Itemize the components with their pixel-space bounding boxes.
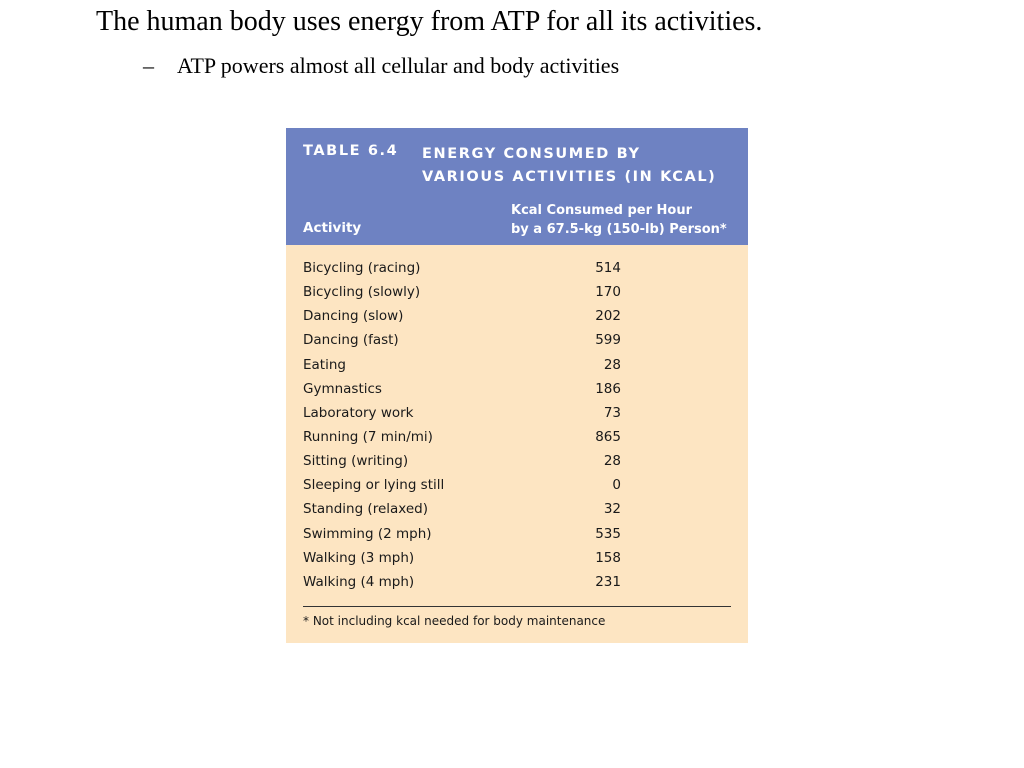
table-header xyxy=(286,128,748,245)
table-row xyxy=(286,548,748,572)
kcal-cell: 28 xyxy=(603,356,621,373)
kcal-cell: 865 xyxy=(595,428,621,445)
kcal-cell: 0 xyxy=(612,477,621,494)
bullet-point xyxy=(143,53,619,79)
kcal-cell: 73 xyxy=(603,404,621,421)
table-caption-line2: VARIOUS ACTIVITIES (IN KCAL) xyxy=(422,169,717,185)
kcal-cell: 535 xyxy=(595,525,621,542)
table-row xyxy=(286,451,748,475)
activity-cell: Laboratory work xyxy=(303,404,414,421)
column-header-kcal xyxy=(511,201,727,239)
table-row xyxy=(286,379,748,403)
kcal-cell: 158 xyxy=(595,549,621,566)
table-row xyxy=(286,306,748,330)
energy-table xyxy=(286,128,748,643)
table-row xyxy=(286,427,748,451)
activity-cell: Dancing (slow) xyxy=(303,308,404,325)
table-divider xyxy=(303,606,731,607)
table-number: TABLE 6.4 xyxy=(303,143,399,159)
kcal-cell: 32 xyxy=(603,501,621,518)
table-row xyxy=(286,258,748,282)
bullet-dash: – xyxy=(143,53,154,78)
activity-cell: Walking (3 mph) xyxy=(303,549,415,566)
activity-cell: Dancing (fast) xyxy=(303,332,399,349)
kcal-cell: 186 xyxy=(595,380,621,397)
kcal-cell: 231 xyxy=(595,573,621,590)
activity-cell: Gymnastics xyxy=(303,380,382,397)
activity-cell: Walking (4 mph) xyxy=(303,573,415,590)
table-caption xyxy=(422,143,716,189)
table-row xyxy=(286,282,748,306)
table-body xyxy=(286,258,748,596)
activity-cell: Bicycling (racing) xyxy=(303,260,421,276)
bullet-text: ATP powers almost all cellular and body activities xyxy=(177,53,620,78)
activity-cell: Swimming (2 mph) xyxy=(303,525,432,542)
kcal-cell: 28 xyxy=(603,453,621,470)
table-row xyxy=(286,524,748,548)
activity-cell: Standing (relaxed) xyxy=(303,501,428,518)
kcal-cell: 599 xyxy=(595,332,621,349)
kcal-cell: 202 xyxy=(595,308,621,325)
table-caption-line1: ENERGY CONSUMED BY xyxy=(422,146,641,162)
column-header-activity: Activity xyxy=(303,220,362,236)
kcal-cell: 170 xyxy=(595,284,621,301)
table-row xyxy=(286,355,748,379)
column-header-kcal-line1: Kcal Consumed per Hour xyxy=(511,203,692,218)
activity-cell: Sitting (writing) xyxy=(303,453,409,470)
table-footnote: * Not including kcal needed for body maintenance xyxy=(303,614,606,628)
activity-cell: Running (7 min/mi) xyxy=(303,428,433,445)
table-row xyxy=(286,475,748,499)
activity-cell: Sleeping or lying still xyxy=(303,477,445,494)
table-row xyxy=(286,572,748,596)
activity-cell: Bicycling (slowly) xyxy=(303,284,421,301)
activity-cell: Eating xyxy=(303,356,346,373)
table-row xyxy=(286,330,748,354)
table-row xyxy=(286,403,748,427)
slide-title: The human body uses energy from ATP for all its activities. xyxy=(96,6,763,37)
kcal-cell: 514 xyxy=(595,260,621,276)
column-header-kcal-line2: by a 67.5-kg (150-lb) Person* xyxy=(511,222,727,237)
table-row xyxy=(286,499,748,523)
